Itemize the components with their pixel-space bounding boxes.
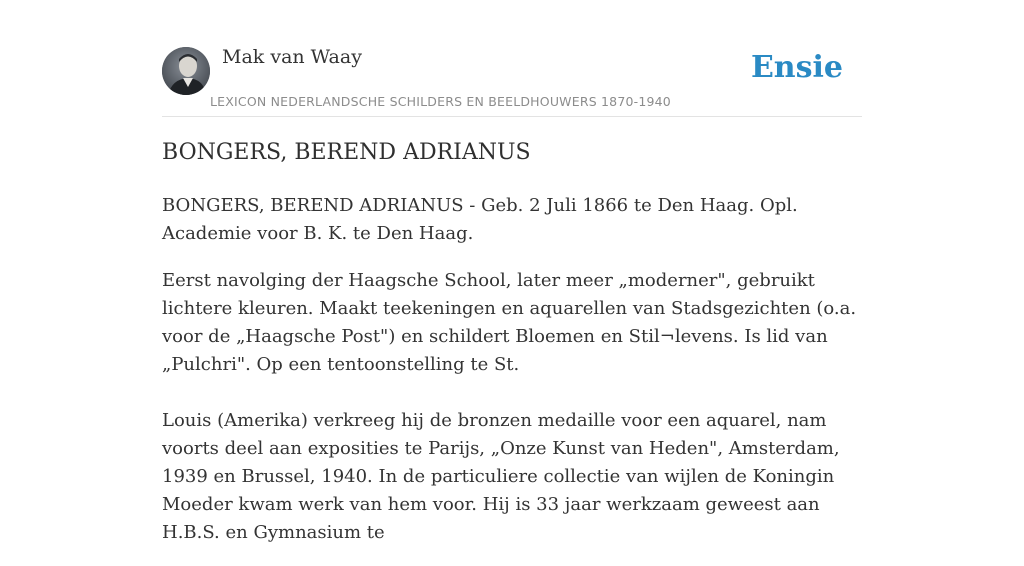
article-body: [162, 192, 862, 566]
ensie-logo[interactable]: Ensie: [750, 50, 843, 85]
article-paragraph: Louis (Amerika) verkreeg hij de bronzen medaille voor een aquarel, nam voorts deel aan exposities te Parijs, „Onze Kunst van Heden", Amsterdam, 1939 en Brussel, 1940. In de particuliere collectie van wijlen de Koningin Moeder kwam werk van hem voor. Hij is 33 jaar werkzaam geweest aan H.B.S. en Gymnasium te: [162, 410, 840, 543]
author-name[interactable]: Mak van Waay: [222, 46, 362, 68]
author-avatar[interactable]: [162, 47, 210, 95]
page: [162, 0, 862, 543]
article-paragraph: BONGERS, BEREND ADRIANUS - Geb. 2 Juli 1866 te Den Haag. Opl. Academie voor B. K. te Den Haag.: [162, 195, 798, 244]
header: [162, 0, 862, 117]
article-title: BONGERS, BEREND ADRIANUS: [162, 140, 531, 165]
lexicon-subtitle[interactable]: LEXICON NEDERLANDSCHE SCHILDERS EN BEELDHOUWERS 1870-1940: [210, 94, 671, 109]
person-portrait-icon: [162, 47, 210, 95]
article-paragraph: Eerst navolging der Haagsche School, later meer „moderner", gebruikt lichtere kleuren. Maakt teekeningen en aquarellen van Stadsgezichten (o.a. voor de „Haagsche Post") en schildert Bloemen en Stil¬levens. Is lid van „Pulchri". Op een tentoonstelling te St.: [162, 270, 857, 375]
